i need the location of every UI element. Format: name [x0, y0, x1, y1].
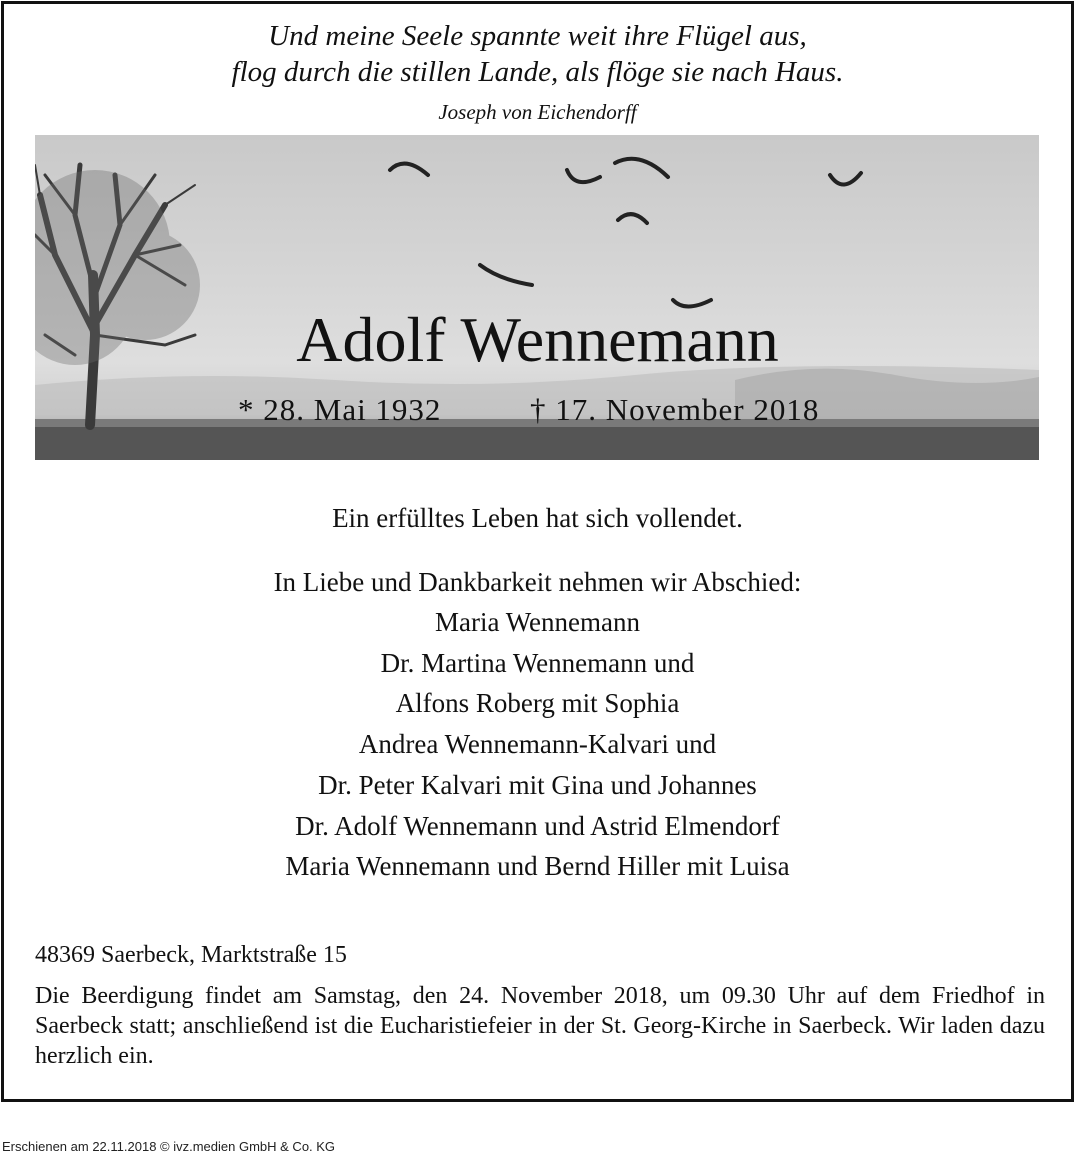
birth-date: * 28. Mai 1932: [238, 392, 442, 427]
mourner-item: Andrea Wennemann-Kalvari und: [358, 729, 717, 760]
mourner-item: Dr. Adolf Wennemann und Astrid Elmendorf: [295, 810, 780, 841]
death-date: † 17. November 2018: [530, 392, 820, 427]
mourner-item: Maria Wennemann und Bernd Hiller mit Luisa: [285, 851, 790, 882]
quote-author: Joseph von Eichendorff: [438, 100, 637, 124]
funeral-notice: Die Beerdigung findet am Samstag, den 24. November 2018, um 09.30 Uhr auf dem Friedhof in Saerbeck statt; anschließend ist die Eucharistiefeier in der St. Georg-Kirche in Saerbeck. Wir laden dazu herzlich ein.: [35, 983, 1045, 1069]
deceased-name: Adolf Wennemann: [296, 304, 779, 375]
tagline: Ein erfülltes Leben hat sich vollendet.: [332, 503, 743, 533]
mourners-intro: In Liebe und Dankbarkeit nehmen wir Abschied:: [273, 567, 802, 597]
mourner-item: Maria Wennemann: [434, 607, 640, 637]
publication-footer: Erschienen am 22.11.2018 © ivz.medien GmbH & Co. KG: [2, 1139, 336, 1154]
quote-line-2: flog durch die stillen Lande, als flöge sie nach Haus.: [231, 56, 844, 88]
mourners-list: [0, 602, 1075, 887]
quote-line-1: Und meine Seele spannte weit ihre Flügel aus,: [268, 20, 807, 52]
mourner-item: Dr. Martina Wennemann und: [380, 647, 695, 678]
mourner-item: Alfons Roberg mit Sophia: [395, 688, 680, 719]
mourner-item: Dr. Peter Kalvari mit Gina und Johannes: [318, 769, 757, 800]
address: 48369 Saerbeck, Marktstraße 15: [35, 942, 347, 968]
